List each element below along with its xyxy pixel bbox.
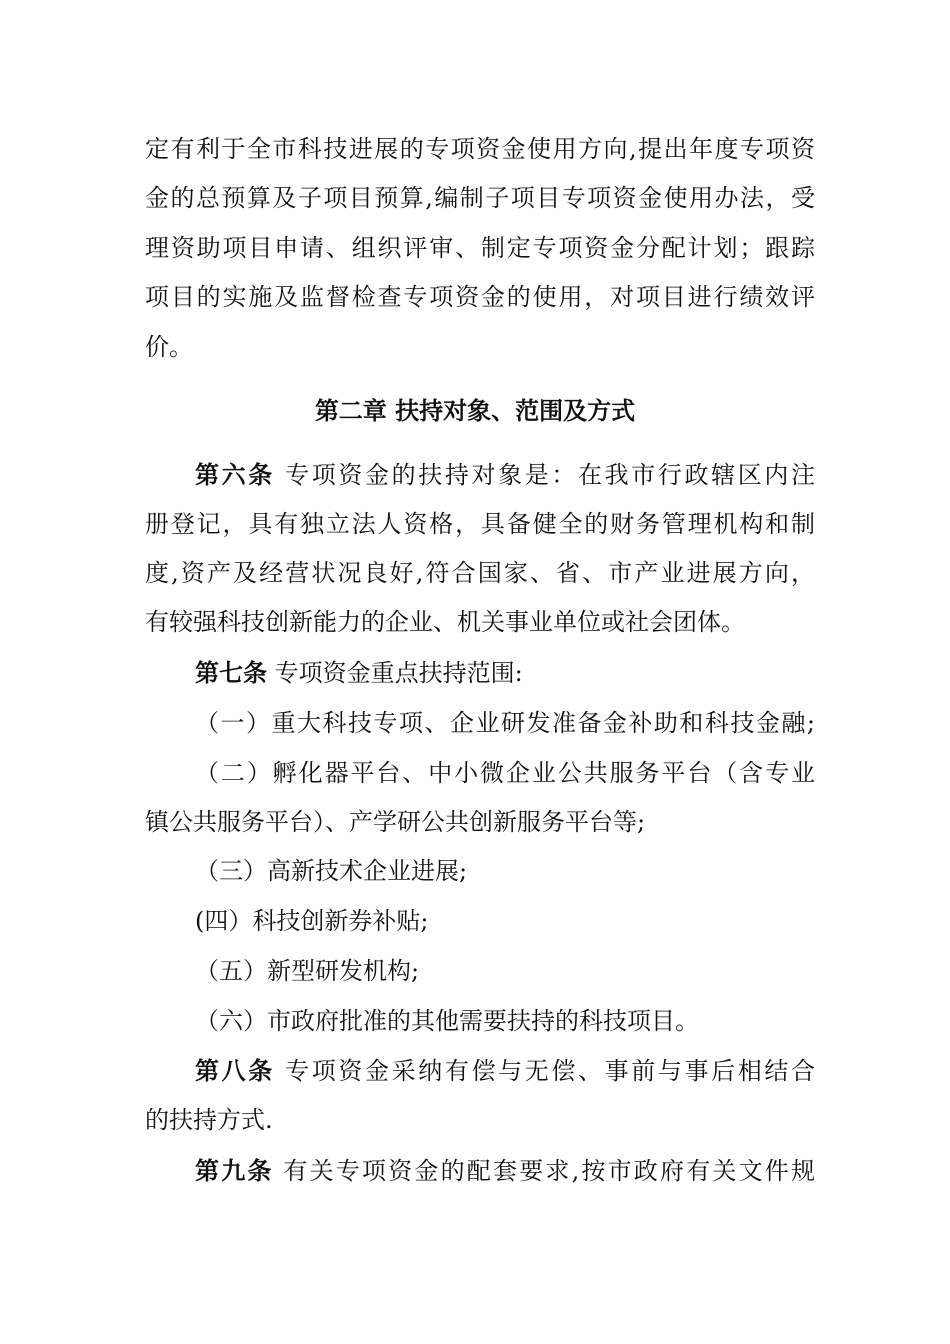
- paragraph-line: 定有利于全市科技进展的专项资金使用方向,提出年度专项资: [145, 135, 815, 163]
- list-item: (四）科技创新券补贴;: [195, 907, 429, 935]
- paragraph-line: 金的总预算及子项目预算,编制子项目专项资金使用办法，受: [145, 184, 815, 212]
- article-8-label: 第八条: [195, 1057, 275, 1085]
- paragraph-line: 度,资产及经营状况良好,符合国家、省、市产业进展方向，: [145, 559, 815, 587]
- article-9-label: 第九条: [195, 1157, 274, 1185]
- article-6-text: 专项资金的扶持对象是：在我市行政辖区内注: [285, 461, 816, 489]
- article-6-label: 第六条: [195, 461, 275, 489]
- article-9-first-line: [195, 1155, 815, 1187]
- article-7-first-line: [195, 657, 815, 689]
- article-7-label: 第七条: [195, 659, 267, 687]
- paragraph-line: 册登记，具有独立法人资格，具备健全的财务管理机构和制: [145, 510, 815, 538]
- chapter-title: 第二章 扶持对象、范围及方式: [314, 397, 636, 425]
- article-7-text: 专项资金重点扶持范围:: [274, 659, 523, 687]
- list-item: （三）高新技术企业进展;: [195, 857, 468, 885]
- list-item: （二）孵化器平台、中小微企业公共服务平台（含专业: [195, 759, 815, 787]
- article-8-first-line: [195, 1055, 815, 1087]
- article-6-first-line: [195, 459, 815, 491]
- list-item: （六）市政府批准的其他需要扶持的科技项目。: [195, 1007, 699, 1035]
- paragraph-line: 价。: [145, 333, 193, 361]
- paragraph-line: 的扶持方式.: [145, 1106, 273, 1134]
- article-8-text: 专项资金采纳有偿与无偿、事前与事后相结合: [285, 1057, 816, 1085]
- list-item-continued: 镇公共服务平台）、产学研公共创新服务平台等;: [145, 808, 646, 836]
- paragraph-line: 理资助项目申请、组织评审、制定专项资金分配计划；跟踪: [145, 234, 815, 262]
- paragraph-line: 有较强科技创新能力的企业、机关事业单位或社会团体。: [145, 608, 745, 636]
- article-9-text: 有关专项资金的配套要求,按市政府有关文件规: [283, 1157, 815, 1185]
- paragraph-line: 项目的实施及监督检查专项资金的使用，对项目进行绩效评: [145, 283, 815, 311]
- list-item: （一）重大科技专项、企业研发准备金补助和科技金融;: [195, 709, 815, 737]
- list-item: （五）新型研发机构;: [195, 957, 420, 985]
